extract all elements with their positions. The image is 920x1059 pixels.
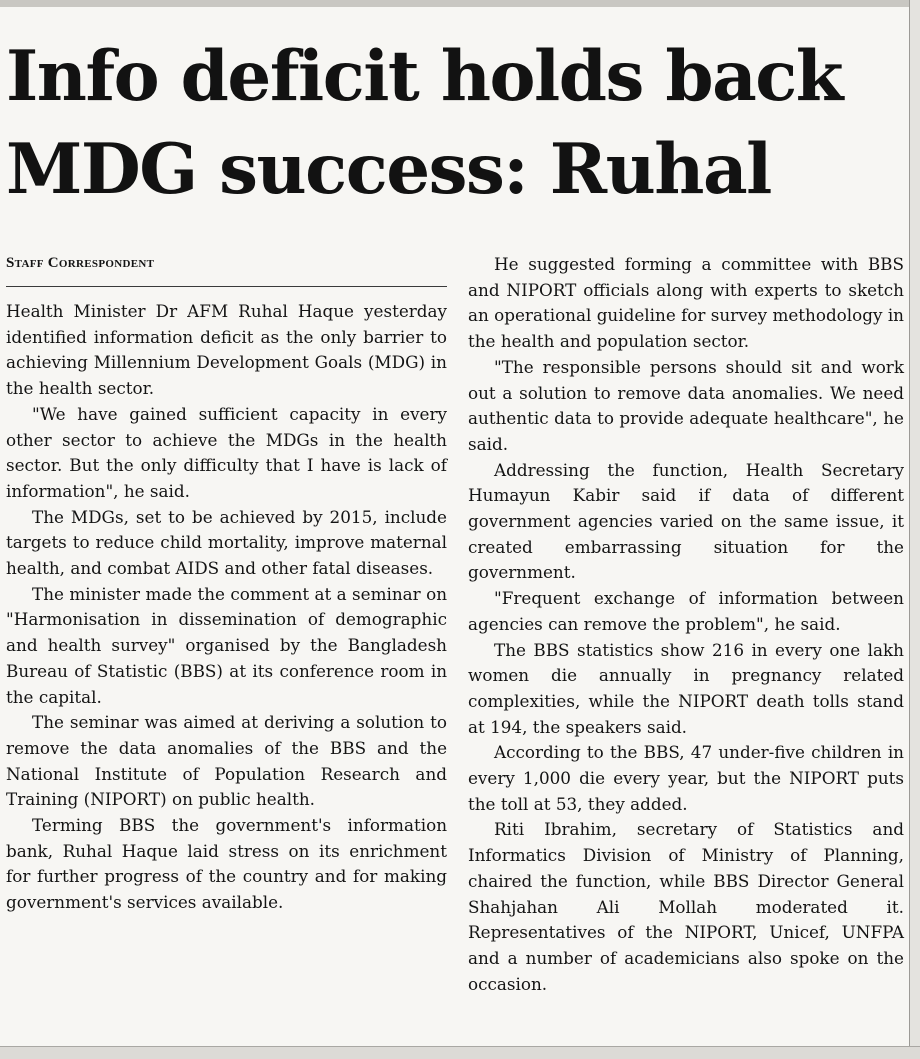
paragraph: "We have gained sufficient capacity in every other sector to achieve the MDGs in the health sector. But the only difficulty that I have is lack of information", he said. bbox=[6, 403, 447, 501]
top-border bbox=[0, 0, 920, 7]
paragraph: Riti Ibrahim, secretary of Statistics and Informatics Division of Ministry of Planning, chaired the function, while BBS Director General Shahjahan Ali Mollah moderated it. Representatives of the NIPORT, Unicef, UNFPA and a number of academicians also spoke on the occasion. bbox=[468, 819, 904, 994]
headline-line-2: MDG success: Ruhal bbox=[6, 129, 771, 210]
paragraph: "Frequent exchange of information between agencies can remove the problem", he said. bbox=[468, 588, 904, 634]
paragraph: "The responsible persons should sit and work out a solution to remove data anomalies. We need authentic data to provide adequate healthcare", he said. bbox=[468, 356, 904, 454]
paragraph: Health Minister Dr AFM Ruhal Haque yesterday identified information deficit as the only barrier to achieving Millennium Development Goals (MDG) in the health sector. bbox=[6, 301, 447, 399]
headline bbox=[6, 0, 906, 216]
byline-rule bbox=[6, 286, 447, 287]
right-column bbox=[468, 252, 904, 997]
paragraph: The seminar was aimed at deriving a solution to remove the data anomalies of the BBS and the National Institute of Population Research and Training (NIPORT) on public health. bbox=[6, 712, 447, 810]
paragraph: The MDGs, set to be achieved by 2015, include targets to reduce child mortality, improve maternal health, and combat AIDS and other fatal diseases. bbox=[6, 506, 447, 579]
paragraph: According to the BBS, 47 under-five children in every 1,000 die every year, but the NIPORT puts the toll at 53, they added. bbox=[468, 742, 904, 814]
paragraph: Addressing the function, Health Secretary Humayun Kabir said if data of different government agencies varied on the same issue, it created embarrassing situation for the government. bbox=[468, 459, 904, 583]
paragraph: The BBS statistics show 216 in every one lakh women die annually in pregnancy related complexities, while the NIPORT death tolls stand at 194, the speakers said. bbox=[468, 639, 904, 737]
left-column bbox=[6, 252, 447, 997]
byline: Staff Correspondent bbox=[6, 255, 155, 271]
paragraph: Terming BBS the government's information bank, Ruhal Haque laid stress on its enrichment for further progress of the country and for making government's services available. bbox=[6, 815, 447, 913]
right-border bbox=[909, 0, 920, 1059]
paragraph: He suggested forming a committee with BBS and NIPORT officials along with experts to sketch an operational guideline for survey methodology in the health and population sector. bbox=[468, 254, 904, 352]
bottom-border bbox=[0, 1046, 920, 1059]
paragraph: The minister made the comment at a seminar on "Harmonisation in dissemination of demographic and health survey" organised by the Bangladesh Bureau of Statistic (BBS) at its conference room in the capital. bbox=[6, 583, 447, 707]
article-body bbox=[6, 252, 904, 997]
headline-line-1: Info deficit holds back bbox=[6, 36, 843, 117]
